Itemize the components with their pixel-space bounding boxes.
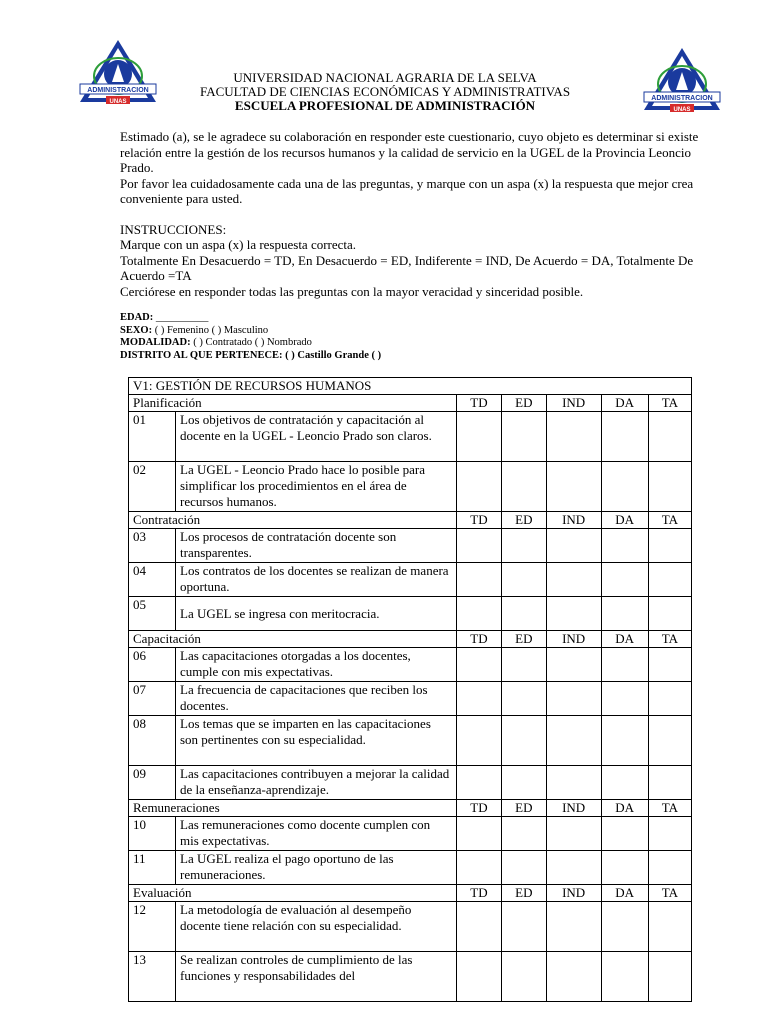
field-distrito[interactable]: DISTRITO AL QUE PERTENECE: ( ) Castillo Grande ( ) — [120, 349, 382, 361]
answer-cell[interactable] — [501, 462, 546, 512]
intro-text — [120, 129, 700, 207]
answer-cell[interactable] — [648, 902, 691, 952]
answer-cell[interactable] — [648, 682, 691, 716]
document-header — [150, 71, 620, 113]
answer-cell[interactable] — [546, 766, 601, 800]
administracion-logo-right — [642, 46, 722, 120]
answer-cell[interactable] — [648, 716, 691, 766]
answer-cell[interactable] — [501, 902, 546, 952]
answer-cell[interactable] — [501, 817, 546, 851]
col-td: TD — [457, 395, 502, 412]
section-header-row: Capacitación TD ED IND DA TA — [129, 631, 692, 648]
intro-paragraph-1: Estimado (a), se le agradece su colaboración en responder este cuestionario, cuyo objeto es determinar si existe relación entre la gestión de los recursos humanos y la calidad de servicio en la UGEL de la Provincia Leoncio Prado. — [120, 129, 699, 176]
col-ed: ED — [501, 395, 546, 412]
answer-cell[interactable] — [546, 851, 601, 885]
answer-cell[interactable] — [546, 648, 601, 682]
answer-cell[interactable] — [457, 851, 502, 885]
answer-cell[interactable] — [501, 597, 546, 631]
instructions-line-3: Cerciórese en responder todas las preguntas con la mayor veracidad y sinceridad posible. — [120, 283, 584, 299]
answer-cell[interactable] — [648, 412, 691, 462]
svg-text:ADMINISTRACION: ADMINISTRACION — [87, 87, 149, 94]
section-planificacion: Planificación — [129, 395, 457, 412]
answer-cell[interactable] — [648, 817, 691, 851]
answer-cell[interactable] — [546, 529, 601, 563]
svg-text:UNAS: UNAS — [109, 99, 127, 105]
section-header-row: Evaluación TD ED IND DA TA — [129, 885, 692, 902]
answer-cell[interactable] — [601, 412, 648, 462]
table-row: 09 Las capacitaciones contribuyen a mejorar la calidad de la enseñanza-aprendizaje. — [129, 766, 692, 800]
faculty-name: FACULTAD DE CIENCIAS ECONÓMICAS Y ADMINISTRATIVAS — [199, 84, 571, 99]
section-header-row — [129, 395, 692, 412]
table-row: 11 La UGEL realiza el pago oportuno de las remuneraciones. — [129, 851, 692, 885]
answer-cell[interactable] — [457, 529, 502, 563]
table-row: 13 Se realizan controles de cumplimiento de las funciones y responsabilidades del — [129, 952, 692, 1002]
table-row: 12 La metodología de evaluación al desempeño docente tiene relación con su especialidad. — [129, 902, 692, 952]
answer-cell[interactable] — [457, 563, 502, 597]
answer-cell[interactable] — [601, 716, 648, 766]
respondent-fields — [120, 312, 381, 362]
answer-cell[interactable] — [457, 766, 502, 800]
answer-cell[interactable] — [601, 902, 648, 952]
table-title: V1: GESTIÓN DE RECURSOS HUMANOS — [129, 378, 692, 395]
answer-cell[interactable] — [501, 952, 546, 1002]
answer-cell[interactable] — [457, 682, 502, 716]
svg-text:UNAS: UNAS — [673, 107, 691, 113]
table-row: 03 Los procesos de contratación docente son transparentes. — [129, 529, 692, 563]
answer-cell[interactable] — [546, 716, 601, 766]
section-remuneraciones: Remuneraciones — [129, 800, 457, 817]
field-sexo[interactable]: SEXO: ( ) Femenino ( ) Masculino — [120, 324, 269, 336]
table-row: 06 Las capacitaciones otorgadas a los docentes, cumple con mis expectativas. — [129, 648, 692, 682]
answer-cell[interactable] — [648, 851, 691, 885]
col-ta: TA — [648, 395, 691, 412]
field-edad[interactable]: EDAD: __________ — [120, 312, 209, 323]
answer-cell[interactable] — [501, 682, 546, 716]
answer-cell[interactable] — [457, 952, 502, 1002]
section-header-row: Contratación TD ED IND DA TA — [129, 512, 692, 529]
answer-cell[interactable] — [457, 412, 502, 462]
answer-cell[interactable] — [601, 462, 648, 512]
answer-cell[interactable] — [546, 817, 601, 851]
answer-cell[interactable] — [601, 817, 648, 851]
answer-cell[interactable] — [501, 766, 546, 800]
answer-cell[interactable] — [601, 682, 648, 716]
answer-cell[interactable] — [601, 529, 648, 563]
answer-cell[interactable] — [601, 766, 648, 800]
instructions-line-1: Marque con un aspa (x) la respuesta correcta. — [120, 237, 357, 253]
university-name: UNIVERSIDAD NACIONAL AGRARIA DE LA SELVA — [233, 70, 537, 85]
instructions — [120, 222, 700, 299]
answer-cell[interactable] — [648, 563, 691, 597]
answer-cell[interactable] — [501, 563, 546, 597]
answer-cell[interactable] — [457, 902, 502, 952]
answer-cell[interactable] — [546, 682, 601, 716]
instructions-title: INSTRUCCIONES: — [120, 222, 227, 237]
section-contratacion: Contratación — [129, 512, 457, 529]
instructions-line-2: Totalmente En Desacuerdo = TD, En Desacuerdo = ED, Indiferente = IND, De Acuerdo = DA, Totalmente De Acuerdo =TA — [120, 252, 694, 284]
section-evaluacion: Evaluación — [129, 885, 457, 902]
answer-cell[interactable] — [601, 563, 648, 597]
answer-cell[interactable] — [457, 597, 502, 631]
answer-cell[interactable] — [546, 902, 601, 952]
answer-cell[interactable] — [501, 529, 546, 563]
administracion-logo-left — [78, 38, 158, 112]
col-ind: IND — [546, 395, 601, 412]
answer-cell[interactable] — [546, 597, 601, 631]
answer-cell[interactable] — [648, 462, 691, 512]
answer-cell[interactable] — [648, 952, 691, 1002]
table-row: 07 La frecuencia de capacitaciones que reciben los docentes. — [129, 682, 692, 716]
answer-cell[interactable] — [501, 716, 546, 766]
answer-cell[interactable] — [546, 412, 601, 462]
answer-cell[interactable] — [501, 851, 546, 885]
table-row: 08 Los temas que se imparten en las capacitaciones son pertinentes con su especialidad. — [129, 716, 692, 766]
answer-cell[interactable] — [601, 597, 648, 631]
answer-cell[interactable] — [457, 462, 502, 512]
section-header-row: Remuneraciones TD ED IND DA TA — [129, 800, 692, 817]
table-title-row — [129, 378, 692, 395]
field-modalidad[interactable]: MODALIDAD: ( ) Contratado ( ) Nombrado — [120, 337, 312, 349]
table-row: 02 La UGEL - Leoncio Prado hace lo posible para simplificar los procedimientos en el área de recursos humanos. — [129, 462, 692, 512]
table-row: 05 La UGEL se ingresa con meritocracia. — [129, 597, 692, 631]
answer-cell[interactable] — [601, 952, 648, 1002]
answer-cell[interactable] — [601, 851, 648, 885]
section-capacitacion: Capacitación — [129, 631, 457, 648]
answer-cell[interactable] — [546, 952, 601, 1002]
answer-cell[interactable] — [457, 716, 502, 766]
table-row: 01 Los objetivos de contratación y capacitación al docente en la UGEL - Leoncio Prado son claros. — [129, 412, 692, 462]
table-row: 10 Las remuneraciones como docente cumplen con mis expectativas. — [129, 817, 692, 851]
answer-cell[interactable] — [457, 648, 502, 682]
answer-cell[interactable] — [648, 648, 691, 682]
answer-cell[interactable] — [457, 817, 502, 851]
col-da: DA — [601, 395, 648, 412]
svg-text:ADMINISTRACION: ADMINISTRACION — [651, 95, 713, 102]
answer-cell[interactable] — [648, 529, 691, 563]
answer-cell[interactable] — [648, 766, 691, 800]
answer-cell[interactable] — [546, 563, 601, 597]
intro-paragraph-2: Por favor lea cuidadosamente cada una de las preguntas, y marque con un aspa (x) la respuesta que mejor crea conveniente para usted. — [120, 175, 694, 207]
table-row: 04 Los contratos de los docentes se realizan de manera oportuna. — [129, 563, 692, 597]
answer-cell[interactable] — [501, 412, 546, 462]
questionnaire-table — [128, 377, 692, 1002]
answer-cell[interactable] — [501, 648, 546, 682]
answer-cell[interactable] — [601, 648, 648, 682]
answer-cell[interactable] — [546, 462, 601, 512]
answer-cell[interactable] — [648, 597, 691, 631]
school-name: ESCUELA PROFESIONAL DE ADMINISTRACIÓN — [234, 98, 536, 113]
